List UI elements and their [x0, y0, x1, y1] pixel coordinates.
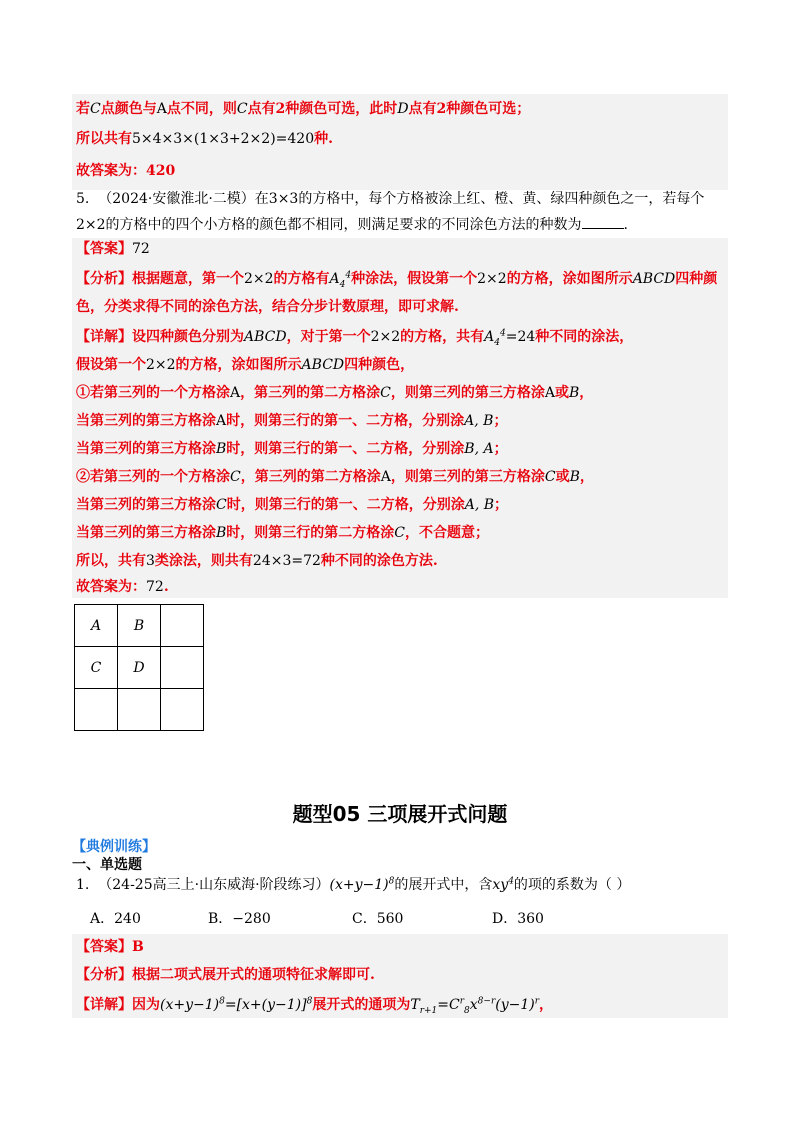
grid-cell	[161, 647, 204, 689]
top-answer-line: 故答案为：420	[76, 163, 176, 179]
q1-answer: 【答案】B	[76, 939, 144, 955]
grid-cell: C	[75, 647, 118, 689]
top-line-1: 若C点颜色与A点不同，则C点有2种颜色可选，此时D点有2种颜色可选；	[76, 101, 531, 117]
q5-answer: 【答案】72	[76, 241, 150, 257]
grid-cell	[161, 689, 204, 731]
q5-detail-1: 【详解】设四种颜色分别为ABCD，对于第一个2×2的方格，共有$A_4^4=24$种不同的涂法，	[76, 328, 634, 348]
q5-detail-2: 假设第一个2×2的方格，涂如图所示ABCD四种颜色，	[76, 357, 415, 373]
q5-detail-5: 当第三列的第三方格涂B时，则第三行的第一、二方格，分别涂B, A；	[76, 441, 508, 457]
choice-b[interactable]: B．−280	[208, 911, 271, 927]
q5-analysis-2: 色，分类求得不同的涂色方法，结合分步计数原理，即可求解.	[76, 299, 459, 315]
q5-detail-4: 当第三列的第三方格涂A时，则第三行的第一、二方格，分别涂A, B；	[76, 413, 508, 429]
q5-detail-9: 所以，共有3类涂法，则共有24×3=72种不同的涂色方法.	[76, 553, 438, 569]
section-title: 题型05 三项展开式问题	[292, 802, 508, 826]
section-tag: 【典例训练】	[72, 839, 156, 855]
q1-analysis: 【分析】根据二项式展开式的通项特征求解即可.	[76, 967, 375, 983]
grid-cell	[161, 605, 204, 647]
choice-d[interactable]: D．360	[492, 911, 544, 927]
top-line-2: 所以共有5×4×3×(1×3+2×2)=420种.	[76, 131, 333, 147]
choice-a[interactable]: A．240	[90, 911, 141, 927]
grid-cell: B	[118, 605, 161, 647]
q5-detail-6: ②若第三列的一个方格涂C，第三列的第二方格涂A，则第三列的第三方格涂C或B，	[76, 469, 594, 485]
q5-final-answer: 故答案为：72.	[76, 579, 169, 595]
q5-detail-7: 当第三列的第三方格涂C时，则第三行的第一、二方格，分别涂A, B；	[76, 497, 509, 513]
q5-detail-3: ①若第三列的一个方格涂A，第三列的第二方格涂C，则第三列的第三方格涂A或B，	[76, 385, 594, 401]
coloring-grid-figure	[74, 604, 204, 731]
choice-c[interactable]: C．560	[352, 911, 404, 927]
grid-cell	[118, 689, 161, 731]
question-1-stem: 1. （24-25高三上·山东威海·阶段练习）$(x+y-1)^8$的展开式中，含$xy^4$的项的系数为（ ）	[76, 876, 631, 893]
q1-detail: 【详解】因为$(x+y-1)^8=[x+(y-1)]^8$展开式的通项为$T_{r+1}=C^r_8x^{8-r}(y-1)^r$，	[76, 996, 554, 1016]
answer-blank	[582, 214, 624, 229]
question-5-stem: 5. （2024·安徽淮北·二模）在3×3的方格中，每个方格被涂上红、橙、黄、绿四种颜色之一，若每个2×2的方格中的四个小方格的颜色都不相同，则满足要求的不同涂色方法的种数为 .	[76, 191, 705, 233]
grid-cell	[75, 689, 118, 731]
grid-cell: A	[75, 605, 118, 647]
grid-cell: D	[118, 647, 161, 689]
section-subheading: 一、单选题	[72, 857, 142, 873]
q5-detail-8: 当第三列的第三方格涂B时，则第三行的第二方格涂C，不合题意；	[76, 525, 490, 541]
q5-analysis-1: 【分析】根据题意，第一个2×2的方格有$A_4^4$种涂法，假设第一个2×2的方格，涂如图所示ABCD四种颜	[76, 270, 718, 290]
